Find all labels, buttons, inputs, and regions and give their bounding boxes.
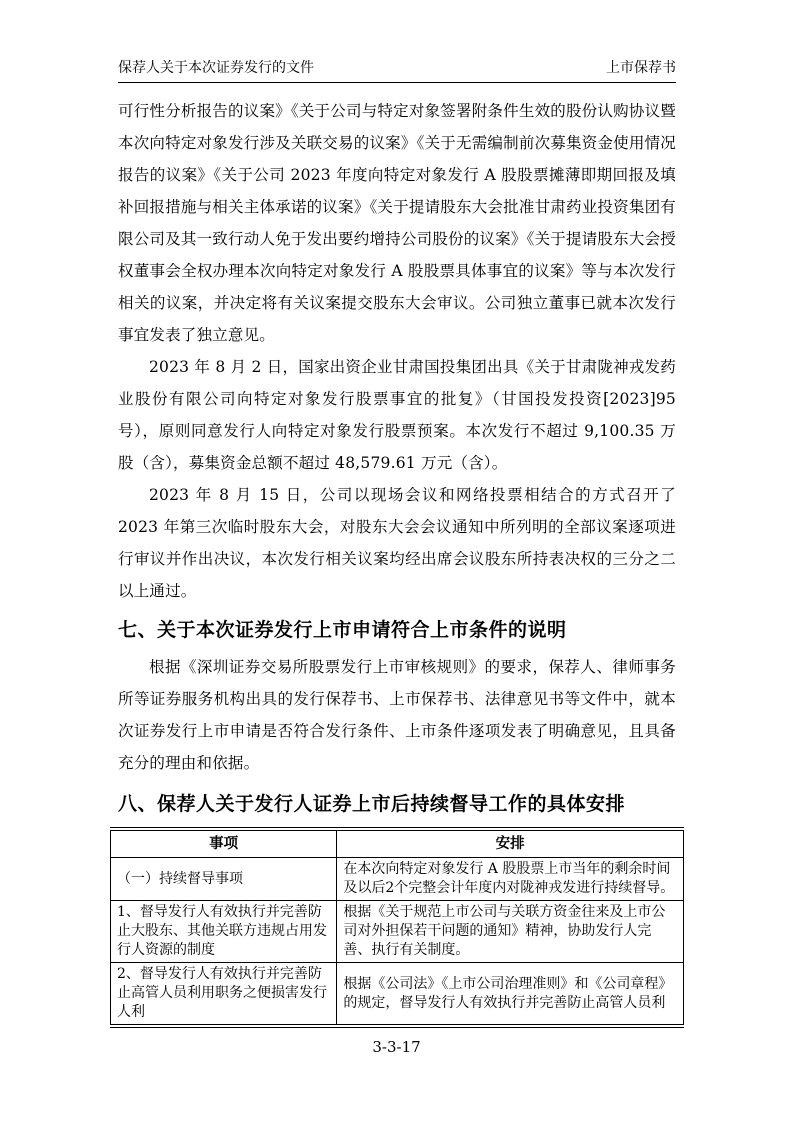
page-footer — [0, 1038, 793, 1056]
table-row — [111, 858, 684, 901]
header-left-title: 保荐人关于本次证券发行的文件 — [118, 60, 314, 76]
table-row — [111, 963, 684, 1027]
arrangement-cell: 在本次向特定对象发行 A 股股票上市当年的剩余时间及以后2个完整会计年度内对陇神戎发进行持续督导。 — [337, 858, 684, 901]
section-7-heading: 七、关于本次证券发行上市申请符合上市条件的说明 — [118, 619, 567, 641]
column-header-item: 事项 — [111, 829, 337, 858]
paragraph-approval: 2023 年 8 月 2 日，国家出资企业甘肃国投集团出具《关于甘肃陇神戎发药业股份有限公司向特定对象发行股票事宜的批复》（甘国投发投资[2023]95 号），原则同意发行人向特定对象发行股票预案。本次发行不超过 9,100.35 万股（含），募集资金总额不超过 48,579.61 万元（含）。 — [118, 358, 676, 472]
header-right-title: 上市保荐书 — [606, 60, 676, 76]
item-cell: 1、督导发行人有效执行并完善防止大股东、其他关联方违规占用发行人资源的制度 — [111, 901, 337, 963]
item-cell: 2、督导发行人有效执行并完善防止高管人员利用职务之便损害发行人利 — [111, 963, 337, 1027]
page-header — [118, 57, 676, 83]
page-number: 3-3-17 — [372, 1038, 421, 1056]
table-row — [111, 901, 684, 963]
arrangement-cell: 根据《关于规范上市公司与关联方资金往来及上市公司对外担保若干问题的通知》精神，协助发行人完善、执行有关制度。 — [337, 901, 684, 963]
section-8-heading: 八、保荐人关于发行人证券上市后持续督导工作的具体安排 — [118, 793, 626, 815]
supervision-table — [110, 827, 684, 1028]
paragraph-meeting: 2023 年 8 月 15 日，公司以现场会议和网络投票相结合的方式召开了 2023 年第三次临时股东大会，对股东大会会议通知中所列明的全部议案逐项进行审议并作出决议，本次发行相关议案均经出席会议股东所持表决权的三分之二以上通过。 — [118, 486, 676, 600]
item-cell: （一）持续督导事项 — [111, 858, 337, 901]
paragraph-resolutions: 可行性分析报告的议案》《关于公司与特定对象签署附条件生效的股份认购协议暨本次向特定对象发行涉及关联交易的议案》《关于无需编制前次募集资金使用情况报告的议案》《关于公司 2023 年度向特定对象发行 A 股股票摊薄即期回报及填补回报措施与相关主体承诺的议案》《关于提请股东大会批准甘肃药业投资集团有限公司及其一致行动人免于发出要约增持公司股份的议案》《关于提请股东大会授权董事会全权办理本次向特定对象发行 A 股股票具体事宜的议案》等与本次发行相关的议案，并决定将有关议案提交股东大会审议。公司独立董事已就本次发行事宜发表了独立意见。 — [118, 102, 676, 344]
column-header-arrangement: 安排 — [337, 829, 684, 858]
arrangement-cell: 根据《公司法》《上市公司治理准则》和《公司章程》的规定，督导发行人有效执行并完善防止高管人员利 — [337, 963, 684, 1027]
table-header-row — [111, 829, 684, 858]
section-7-paragraph: 根据《深圳证券交易所股票发行上市审核规则》的要求，保荐人、律师事务所等证券服务机构出具的发行保荐书、上市保荐书、法律意见书等文件中，就本次证券发行上市申请是否符合发行条件、上市条件逐项发表了明确意见，且具备充分的理由和依据。 — [118, 658, 676, 772]
